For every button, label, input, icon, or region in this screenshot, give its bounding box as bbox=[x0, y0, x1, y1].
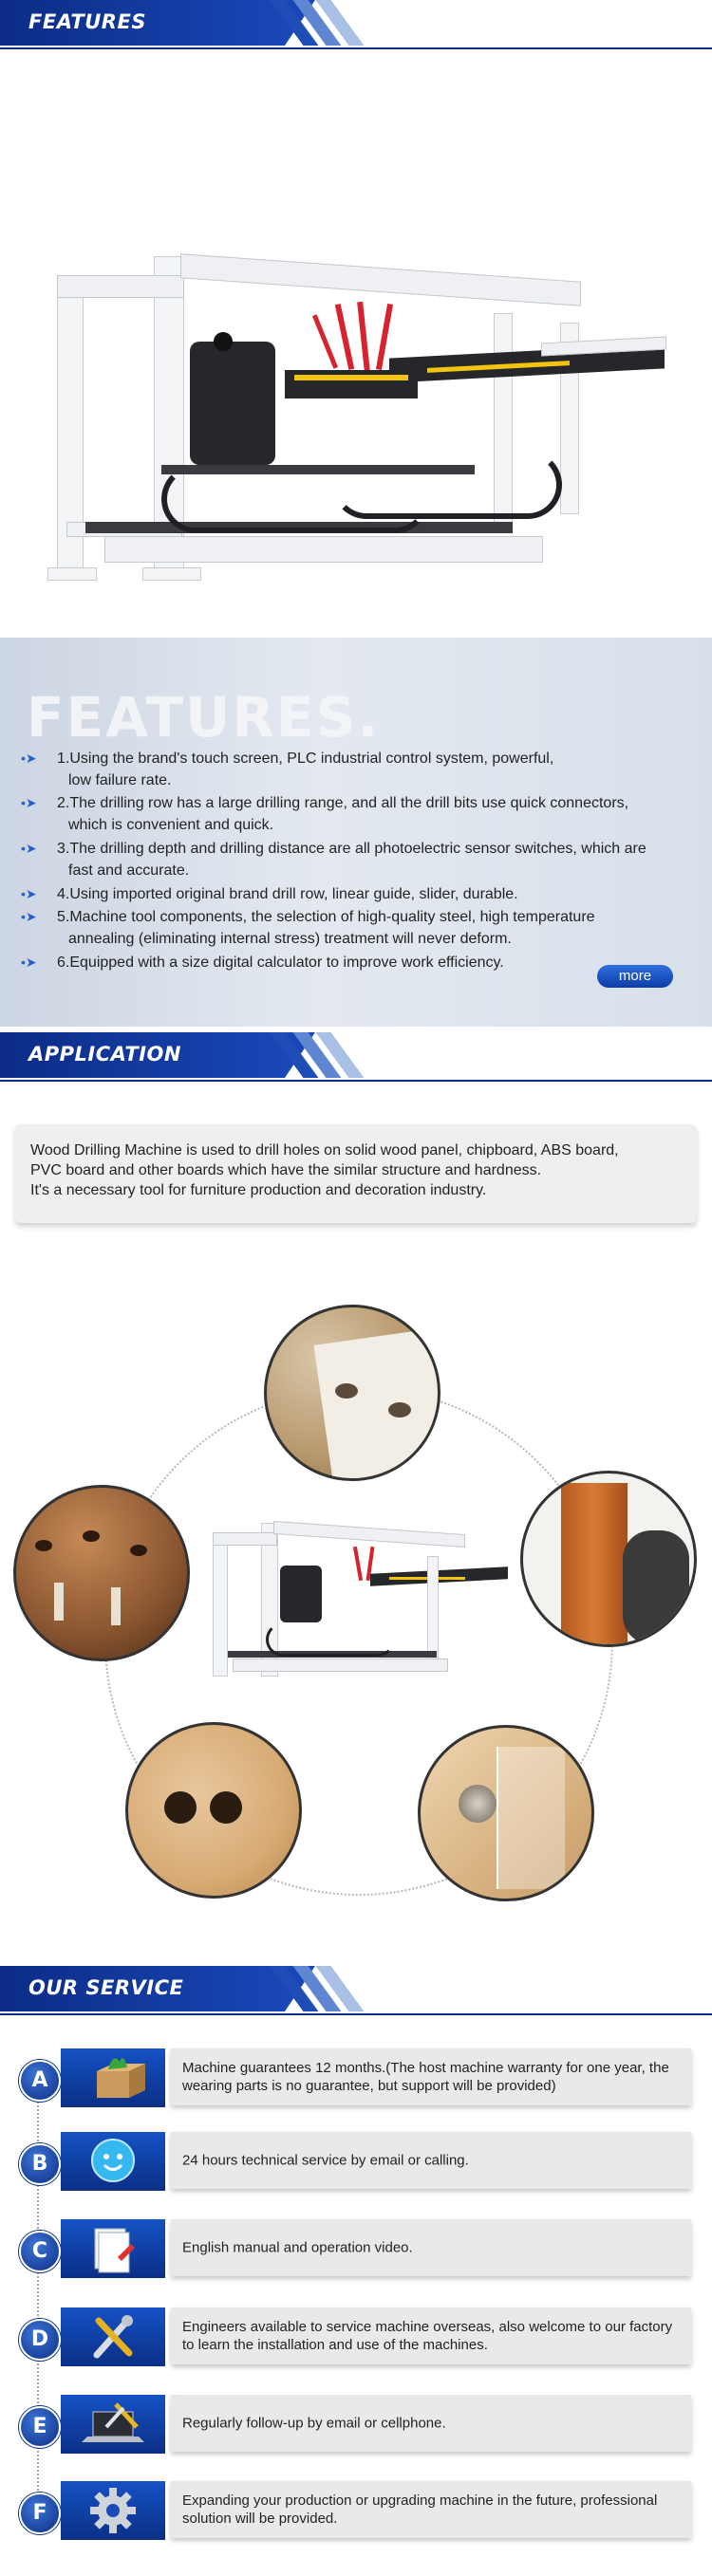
service-text: Regularly follow-up by email or cellphone. bbox=[182, 2415, 446, 2432]
service-text: 24 hours technical service by email or calling. bbox=[182, 2152, 469, 2169]
feature-item-continuation: fast and accurate. bbox=[68, 862, 190, 879]
service-letter-badge: A bbox=[19, 2060, 61, 2102]
service-letter-badge: C bbox=[19, 2231, 61, 2272]
application-header-title: APPLICATION bbox=[28, 1043, 181, 1066]
service-text: Engineers available to service machine overseas, also welcome to our factory to learn the installation and use of the machines. bbox=[182, 2319, 673, 2353]
features-watermark: FEATURES. bbox=[27, 685, 381, 750]
feature-item: •➤ 6.Equipped with a size digital calculator to improve work efficiency. bbox=[21, 952, 504, 973]
chipboard-holes-photo bbox=[264, 1305, 440, 1481]
drilling-machine-image bbox=[47, 247, 684, 607]
feature-item: •➤ 3.The drilling depth and drilling distance are all photoelectric sensor switches, which are bbox=[21, 838, 646, 860]
service-item bbox=[19, 2132, 695, 2191]
arrow-bullet-icon: •➤ bbox=[21, 795, 37, 810]
arrow-bullet-icon: •➤ bbox=[21, 909, 37, 924]
service-text: English manual and operation video. bbox=[182, 2239, 413, 2256]
laptop-tools-icon bbox=[61, 2395, 165, 2454]
arrow-bullet-icon: •➤ bbox=[21, 954, 37, 970]
gear-icon bbox=[61, 2481, 165, 2540]
more-button[interactable]: more bbox=[597, 965, 673, 988]
feature-item: •➤ 5.Machine tool components, the selection of high-quality steel, high temperature bbox=[21, 906, 595, 928]
service-letter-badge: D bbox=[19, 2319, 61, 2361]
arrow-bullet-icon: •➤ bbox=[21, 751, 37, 766]
feature-item-continuation: which is convenient and quick. bbox=[68, 817, 274, 833]
service-header-title: OUR SERVICE bbox=[28, 1976, 184, 1999]
service-item bbox=[19, 2395, 695, 2454]
service-section-header bbox=[0, 1966, 712, 2015]
service-text: Machine guarantees 12 months.(The host machine warranty for one year, the wearing parts is no guarantee, but support will be provided) bbox=[182, 2060, 669, 2094]
service-item bbox=[19, 2219, 695, 2278]
features-section-header bbox=[0, 0, 712, 49]
tools-icon bbox=[61, 2307, 165, 2366]
drilled-board-photo bbox=[125, 1722, 302, 1899]
features-header-title: FEATURES bbox=[28, 10, 146, 33]
feature-item-continuation: low failure rate. bbox=[68, 772, 172, 788]
arrow-bullet-icon: •➤ bbox=[21, 886, 37, 901]
service-item bbox=[19, 2481, 695, 2540]
feature-item-continuation: annealing (eliminating internal stress) treatment will never deform. bbox=[68, 931, 512, 947]
feature-item: •➤ 2.The drilling row has a large drilling range, and all the drill bits use quick connectors, bbox=[21, 792, 628, 814]
manual-icon bbox=[61, 2219, 165, 2278]
service-item bbox=[19, 2307, 695, 2366]
service-item bbox=[19, 2048, 695, 2107]
drilling-machine-center-image bbox=[209, 1518, 513, 1689]
feature-item: •➤ 1.Using the brand's touch screen, PLC industrial control system, powerful, bbox=[21, 748, 553, 769]
box-icon bbox=[61, 2048, 165, 2107]
feature-item: •➤ 4.Using imported original brand drill row, linear guide, slider, durable. bbox=[21, 883, 518, 905]
arrow-bullet-icon: •➤ bbox=[21, 841, 37, 856]
chat-icon bbox=[61, 2132, 165, 2191]
service-letter-badge: B bbox=[19, 2143, 61, 2185]
application-description: Wood Drilling Machine is used to drill holes on solid wood panel, chipboard, ABS board, PVC board and other boards which have the similar structure and hardness. It's a necessary tool for furniture production and decoration industry. bbox=[30, 1142, 619, 1198]
service-letter-badge: E bbox=[19, 2406, 61, 2448]
service-letter-badge: F bbox=[19, 2493, 61, 2534]
door-panel-photo bbox=[520, 1471, 697, 1647]
application-section-header bbox=[0, 1032, 712, 1082]
application-description-box bbox=[15, 1124, 697, 1223]
glass-hardware-photo bbox=[418, 1725, 594, 1901]
service-text: Expanding your production or upgrading machine in the future, professional solution will be provided. bbox=[182, 2493, 658, 2527]
features-panel bbox=[0, 638, 712, 1027]
wood-panel-dowels-photo bbox=[13, 1485, 190, 1661]
